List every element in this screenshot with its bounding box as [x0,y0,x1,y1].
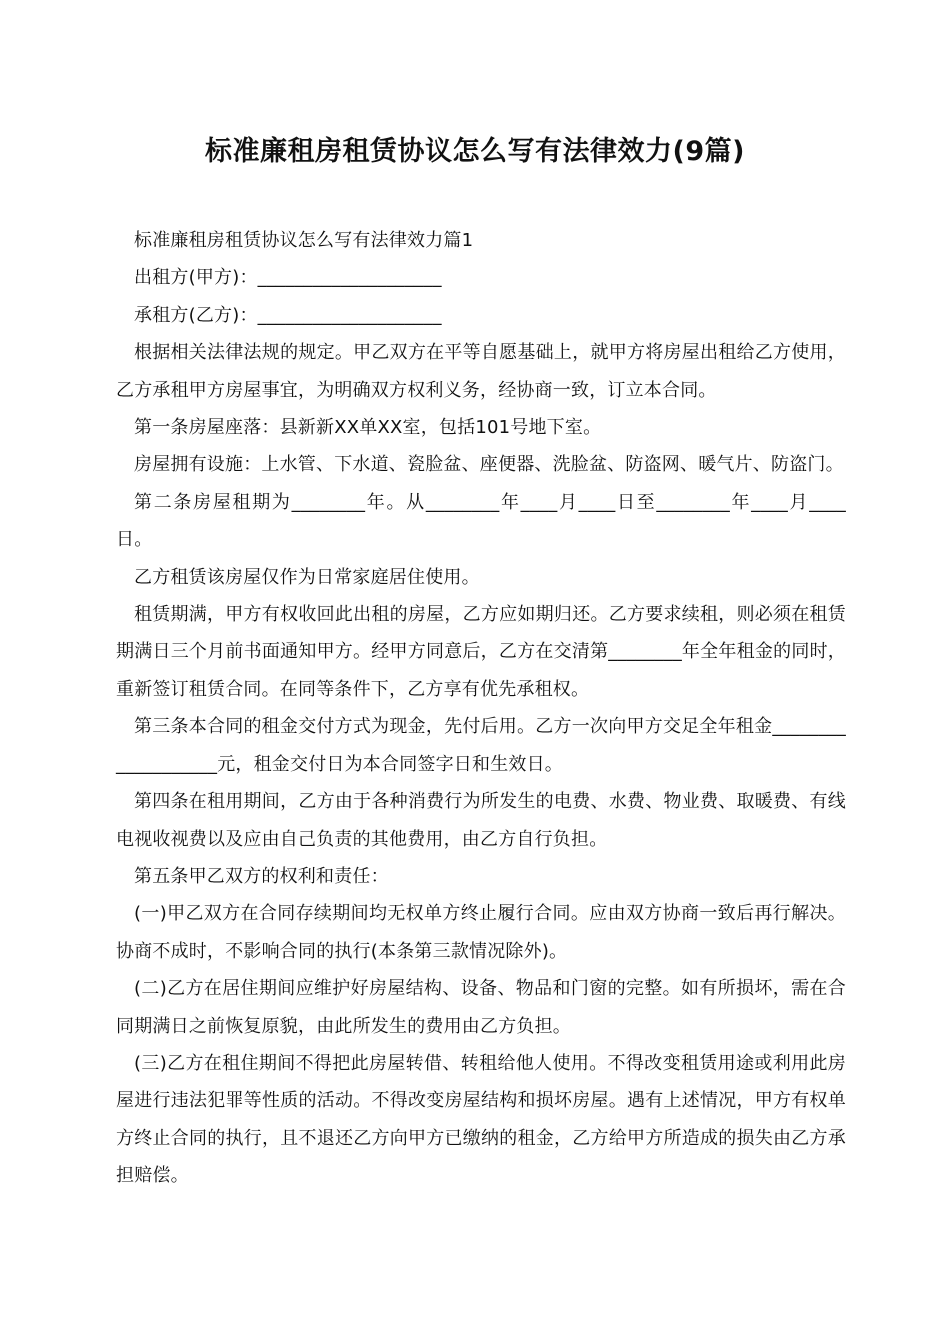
clause-3: (三)乙方在租住期间不得把此房屋转借、转租给他人使用。不得改变租赁用途或利用此房屋进行违法犯罪等性质的活动。不得改变房屋结构和损坏房屋。遇有上述情况，甲方有权单方终止合同的执行，且不退还乙方向甲方已缴纳的租金，乙方给甲方所造成的损失由乙方承担赔偿。 [116,1052,846,1187]
document-title: 标准廉租房租赁协议怎么写有法律效力(9篇) [205,136,745,167]
clause-1: (一)甲乙双方在合同存续期间均无权单方终止履行合同。应由双方协商一致后再行解决。协商不成时，不影响合同的执行(本条第三款情况除外)。 [116,903,846,962]
lessor-field: 出租方(甲方)：____________________ [134,267,442,289]
article-2-term: 第二条房屋租期为________年。从________年____月____日至________年____月____日。 [116,491,846,551]
usage-paragraph: 乙方租赁该房屋仅作为日常家庭居住使用。 [134,566,480,588]
facilities-paragraph: 房屋拥有设施：上水管、下水道、瓷脸盆、座便器、洗脸盆、防盗网、暖气片、防盗门。 [134,454,844,476]
preamble-paragraph: 根据相关法律法规的规定。甲乙双方在平等自愿基础上，就甲方将房屋出租给乙方使用，乙方承租甲方房屋事宜，为明确双方权利义务，经协商一致，订立本合同。 [116,342,846,401]
document-body [116,222,846,1195]
article-5-heading: 第五条甲乙双方的权利和责任： [134,865,389,887]
renewal-paragraph: 租赁期满，甲方有权收回此出租的房屋，乙方应如期归还。乙方要求续租，则必须在租赁期满日三个月前书面通知甲方。经甲方同意后，乙方在交清第________年全年租金的同时，重新签订租赁合同。在同等条件下，乙方享有优先承租权。 [116,604,846,700]
article-3-payment: 第三条本合同的租金交付方式为现金，先付后用。乙方一次向甲方交足全年租金___________________元，租金交付日为本合同签字日和生效日。 [116,716,846,775]
clause-2: (二)乙方在居住期间应维护好房屋结构、设备、物品和门窗的完整。如有所损坏，需在合同期满日之前恢复原貌，由此所发生的费用由乙方负担。 [116,978,846,1037]
article-1-location: 第一条房屋座落：县新新XX单XX室，包括101号地下室。 [134,417,602,439]
section-heading: 标准廉租房租赁协议怎么写有法律效力篇1 [134,230,474,251]
article-4-expenses: 第四条在租用期间，乙方由于各种消费行为所发生的电费、水费、物业费、取暖费、有线电视收视费以及应由自己负责的其他费用，由乙方自行负担。 [116,791,846,850]
lessee-field: 承租方(乙方)：____________________ [134,304,442,326]
